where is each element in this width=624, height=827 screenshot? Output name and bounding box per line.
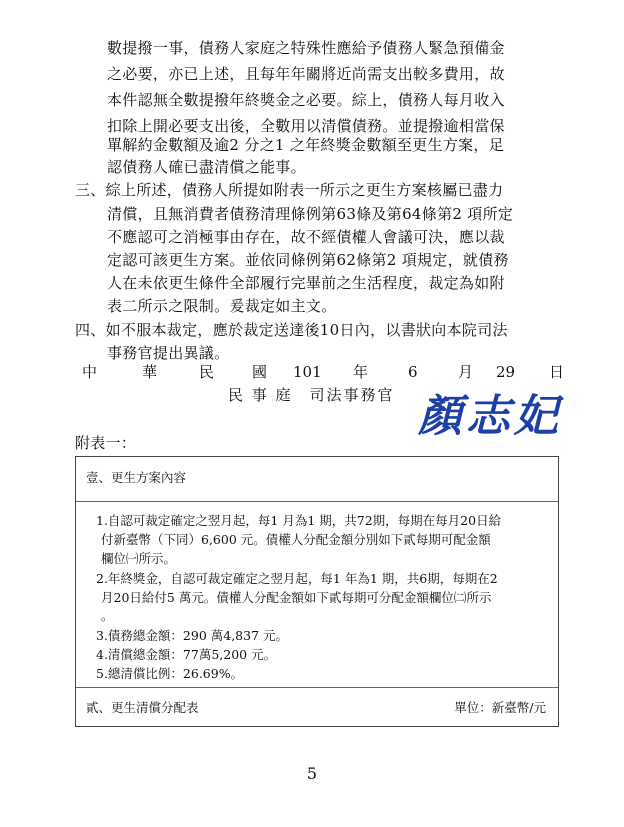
appendix-title: 附表一：: [75, 434, 137, 452]
plan-item: 欄位㈠所示。: [101, 551, 177, 566]
section1-title: 壹、更生方案內容: [86, 470, 187, 485]
date-month: 6: [408, 363, 418, 381]
plan-item: 月20日給付5 萬元。債權人分配金額如下貳每期可分配金額欄位㈡所示: [101, 590, 492, 605]
officer-title: 民 事 庭 司法事務官: [228, 386, 395, 404]
plan-item: 2.年終獎金，自認可裁定確定之翌月起，每1 年為1 期，共6期，每期在2: [96, 571, 498, 586]
plan-item: 1.自認可裁定確定之翌月起，每1 月為1 期，共72期，每期在每月20日給: [96, 513, 502, 528]
section-three-line: 三、綜上所述，債務人所提如附表一所示之更生方案核屬已盡力: [75, 181, 504, 199]
date-day: 29: [496, 363, 516, 381]
date-char: 月: [458, 363, 474, 381]
paragraph-line: 單解約金數額及逾2 分之1 之年終獎金數額至更生方案，足: [107, 136, 505, 154]
paragraph-line: 數提撥一事，債務人家庭之特殊性應給予債務人緊急預備金: [107, 39, 505, 57]
date-char: 年: [353, 363, 369, 381]
paragraph-line: 扣除上開必要支出後，全數用以清償債務。並提撥逾相當保: [107, 117, 505, 135]
paragraph-line: 人在未依更生條件全部履行完畢前之生活程度，裁定為如附: [107, 274, 505, 292]
table-row: [76, 501, 558, 688]
date-char: 日: [549, 363, 565, 381]
date-char: 華: [142, 363, 158, 381]
plan-item: 付新臺幣（下同）6,600 元。債權人分配金額分別如下貳每期可配金額: [101, 532, 491, 547]
paragraph-line: 認債務人確已盡清償之能事。: [107, 158, 306, 176]
paragraph-line: 不應認可之消極事由存在，故不經債權人會議可決，應以裁: [107, 228, 505, 246]
paragraph-line: 表二所示之限制。爰裁定如主文。: [107, 297, 337, 315]
paragraph-line: 事務官提出異議。: [107, 344, 230, 362]
date-char: 國: [252, 363, 268, 381]
paragraph-line: 清償，且無消費者債務清理條例第63條及第64條第2 項所定: [107, 205, 514, 223]
plan-item: 3.債務總金額：290 萬4,837 元。: [96, 628, 289, 643]
section-four-line: 四、如不服本裁定，應於裁定送達後10日內，以書狀向本院司法: [75, 321, 508, 339]
paragraph-line: 定認可該更生方案。並依同條例第62條第2 項規定，就債務: [107, 251, 509, 269]
date-char: 民: [199, 363, 215, 381]
plan-item: 5.總清償比例：26.69%。: [96, 666, 244, 681]
paragraph-line: 之必要，亦已上述，且每年年關將近尚需支出較多費用，故: [107, 65, 505, 83]
signature: 顏志妃: [418, 391, 562, 442]
date-char: 中: [82, 363, 98, 381]
date-year: 101: [293, 363, 322, 381]
plan-table: [75, 456, 559, 727]
page-number: 5: [306, 764, 318, 783]
table-row: [76, 457, 558, 502]
unit-label: 單位：新臺幣/元: [454, 700, 546, 715]
plan-item: 。: [101, 608, 114, 623]
paragraph-line: 本件認無全數提撥年終獎金之必要。綜上，債務人每月收入: [107, 91, 505, 109]
table-row: [76, 687, 558, 728]
plan-item: 4.清償總金額：77萬5,200 元。: [96, 647, 277, 662]
section2-title: 貳、更生清償分配表: [86, 700, 199, 715]
